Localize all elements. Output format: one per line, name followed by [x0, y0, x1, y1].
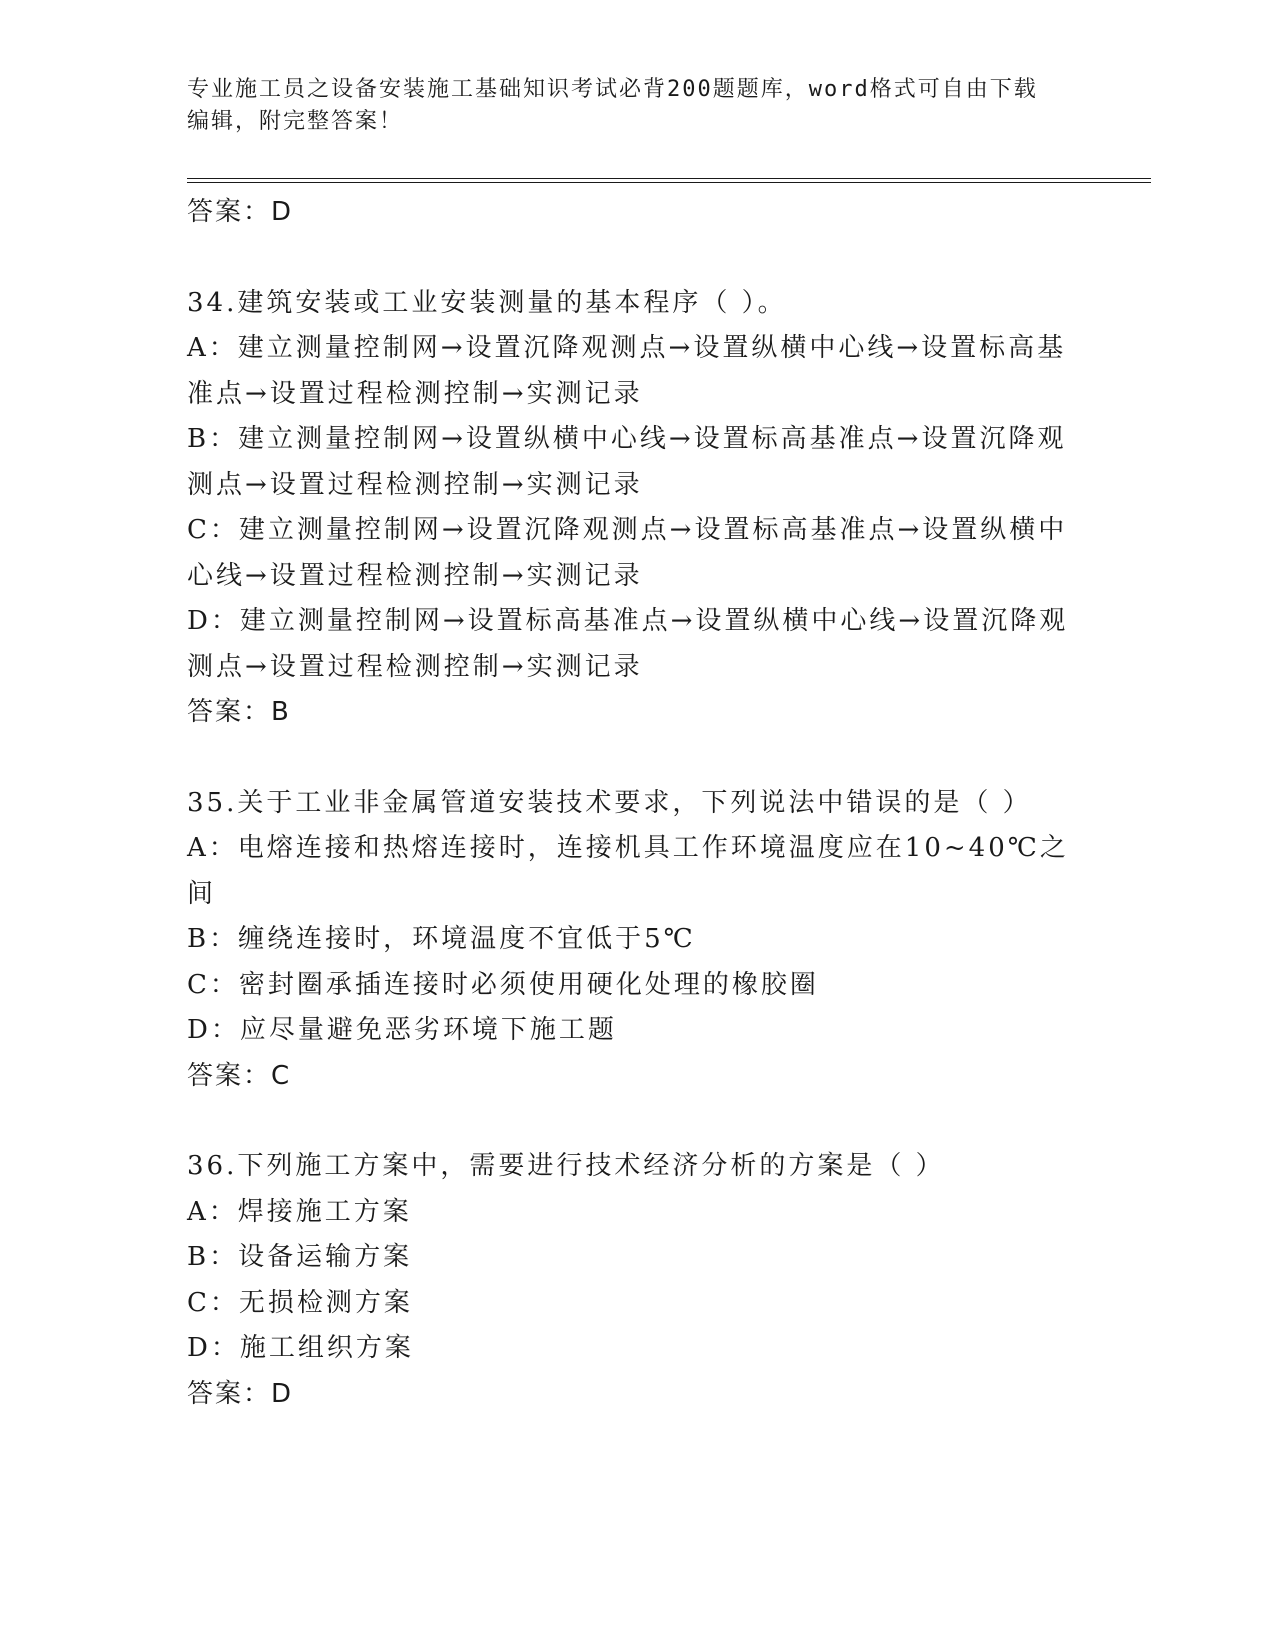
question-36	[187, 1144, 1087, 1417]
option-d: D：应尽量避免恶劣环境下施工题	[187, 1015, 617, 1045]
question-stem: 35.关于工业非金属管道安装技术要求，下列说法中错误的是（ ）	[187, 787, 1032, 818]
document-body	[187, 190, 1087, 1417]
question-34	[187, 281, 1087, 736]
option-a: A：电熔连接和热熔连接时，连接机具工作环境温度应在10~40℃之间	[187, 833, 1069, 909]
spacer	[187, 736, 1087, 781]
document-header	[187, 74, 1067, 138]
header-line-1: 专业施工员之设备安装施工基础知识考试必背200题题库，word格式可自由下载	[187, 77, 1038, 102]
option-c-line-2: 心线→设置过程检测控制→实测记录	[187, 560, 643, 591]
question-answer: 答案：B	[187, 697, 291, 727]
option-a: A：焊接施工方案	[187, 1196, 412, 1227]
option-d: D：施工组织方案	[187, 1333, 414, 1363]
option-c: C：无损检测方案	[187, 1287, 413, 1318]
header-line-2: 编辑，附完整答案！	[187, 109, 404, 134]
question-answer: 答案：D	[187, 1378, 294, 1409]
option-c: C：密封圈承插连接时必须使用硬化处理的橡胶圈	[187, 969, 819, 1000]
question-answer: 答案：C	[187, 1060, 292, 1091]
spacer	[187, 1099, 1087, 1144]
option-d-line-1: D：建立测量控制网→设置标高基准点→设置纵横中心线→设置沉降观	[187, 606, 1069, 636]
option-d-line-2: 测点→设置过程检测控制→实测记录	[187, 651, 643, 682]
option-a-line-2: 准点→设置过程检测控制→实测记录	[187, 378, 643, 409]
question-stem: 34.建筑安装或工业安装测量的基本程序（ ）。	[187, 287, 787, 318]
option-b-line-1: B：建立测量控制网→设置纵横中心线→设置标高基准点→设置沉降观	[187, 424, 1067, 454]
header-rule-bottom	[187, 182, 1151, 183]
previous-answer: 答案：D	[187, 197, 294, 227]
option-b: B：缠绕连接时，环境温度不宜低于5℃	[187, 924, 696, 954]
question-35	[187, 781, 1087, 1100]
option-c-line-1: C：建立测量控制网→设置沉降观测点→设置标高基准点→设置纵横中	[187, 515, 1068, 545]
question-stem: 36.下列施工方案中，需要进行技术经济分析的方案是（ ）	[187, 1151, 945, 1181]
header-rule-top	[187, 178, 1151, 179]
option-a-line-1: A：建立测量控制网→设置沉降观测点→设置纵横中心线→设置标高基	[187, 333, 1067, 363]
option-b-line-2: 测点→设置过程检测控制→实测记录	[187, 469, 643, 500]
option-b: B：设备运输方案	[187, 1242, 413, 1272]
spacer	[187, 236, 1087, 281]
